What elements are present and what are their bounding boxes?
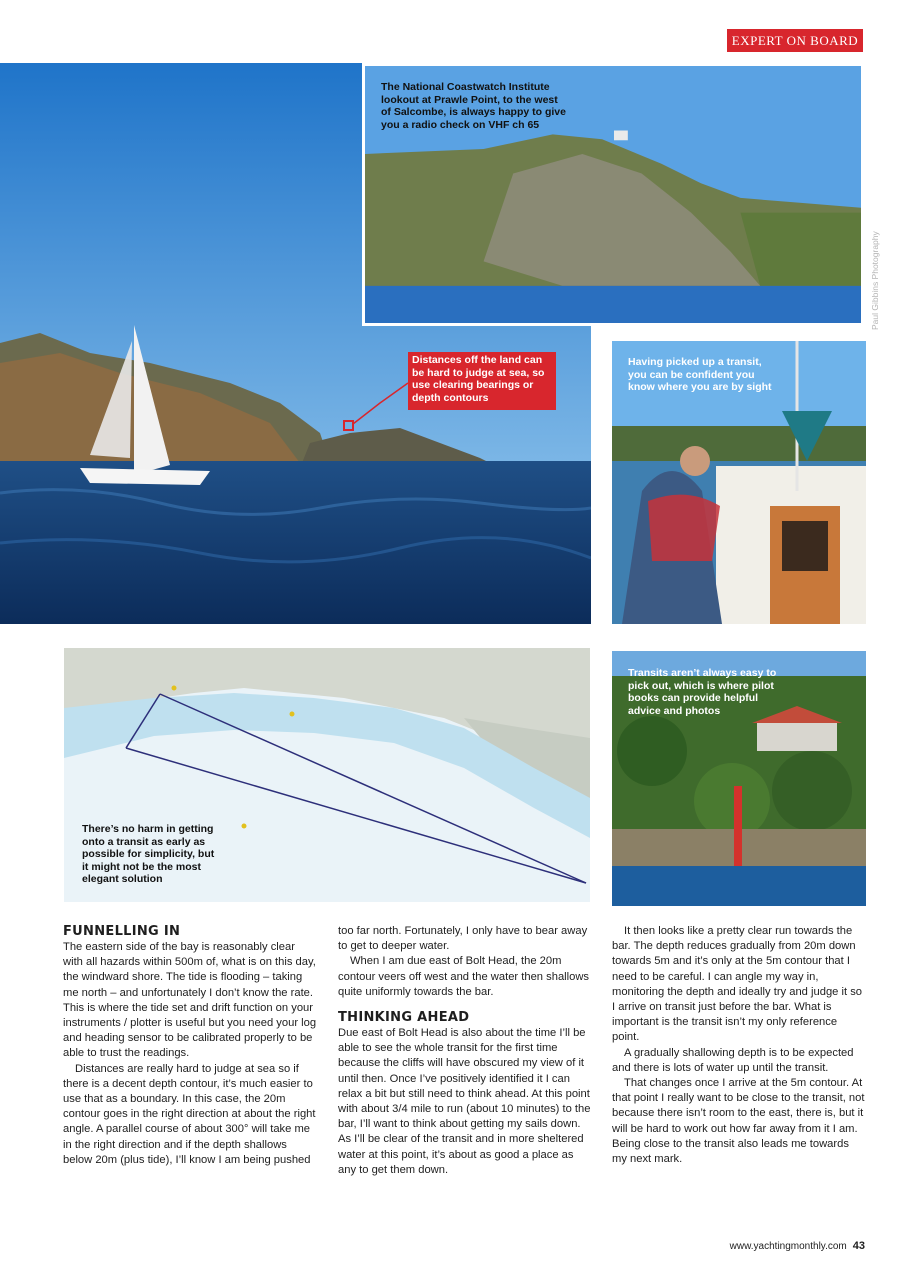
pilot-caption: Transits aren’t always easy to pick out, which is where pilot books can provide helpful advice and photos xyxy=(628,667,777,717)
paragraph: That changes once I arrive at the 5m contour. At that point I really want to be close to the transit, not because there isn’t room to the east, there is, but it will be hard to work out how far away from it I am. Being close to the transit also leads me towards my next mark. xyxy=(612,1077,865,1166)
heading-funnelling-in: FUNNELLING IN xyxy=(63,924,181,939)
article-column-1 xyxy=(63,924,317,1168)
paragraph: A gradually shallowing depth is to be expected and there is lots of water up until the transit. xyxy=(612,1046,854,1074)
page-number: 43 xyxy=(852,1240,865,1252)
paragraph: It then looks like a pretty clear run towards the bar. The depth reduces gradually from 20m down towards 5m and it’s only at the 5m contour that I need to be careful. I can angle my way in, monitoring the depth and ideally try and judge it so I arrive on transit just before the bar. What is important is the transit isn’t my only reference point. xyxy=(612,925,863,1044)
page-footer xyxy=(730,1240,865,1252)
transit-caption: Having picked up a transit, you can be confident you know where you are by sight xyxy=(628,356,772,393)
coastwatch-caption: The National Coastwatch Institute lookout at Prawle Point, to the west of Salcombe, is always happy to give you a radio check on VHF ch 65 xyxy=(381,81,566,131)
photo-credit: Paul Gibbins Photography xyxy=(870,231,880,330)
section-tag: EXPERT ON BOARD xyxy=(727,29,863,52)
paragraph: The eastern side of the bay is reasonably clear with all hazards within 500m of, what is on this day, the windward shore. The tide is flooding – taking me north – and unfortunately I don’t know the rate. This is where the tide set and drift function on your instruments / plotter is useful but you need your log and heading sensor to be calibrated properly to be able to trust the readings. xyxy=(63,941,317,1060)
footer-url[interactable]: www.yachtingmonthly.com xyxy=(729,1241,847,1252)
heading-thinking-ahead: THINKING AHEAD xyxy=(338,1010,470,1026)
chart-caption: There’s no harm in getting onto a transit as early as possible for simplicity, but it might not be the most elegant solution xyxy=(82,823,215,885)
paragraph: Distances are really hard to judge at sea so if there is a decent depth contour, it’s much easier to use that as a boundary. In this case, the 20m contour goes in the right direction at about the right angle. A parallel course of about 300° will take me in the right direction and if the depth shallows below 20m (plus tide), I’ll know I am being pushed xyxy=(63,1062,316,1166)
article-column-2 xyxy=(338,924,592,1178)
distances-callout: Distances off the land can be hard to judge at sea, so use clearing bearings or depth contours xyxy=(408,352,556,410)
paragraph: too far north. Fortunately, I only have to bear away to get to deeper water. xyxy=(338,925,588,953)
paragraph: Due east of Bolt Head is also about the time I’ll be able to see the whole transit for the first time because the cliffs will have obscured my view of it until then. Once I’ve positively identified it I can relax a bit but still need to think ahead. At this point with about 3/4 mile to run (about 10 minutes) to the bar, I’ll want to think about getting my sails down. As I’ll be clear of the transit and in more sheltered water at this point, it’s about as good a place as any to get them down. xyxy=(338,1027,591,1176)
paragraph: When I am due east of Bolt Head, the 20m contour veers off west and the water then shallows quite uniformly towards the bar. xyxy=(338,955,590,998)
article-column-3 xyxy=(612,924,866,1167)
